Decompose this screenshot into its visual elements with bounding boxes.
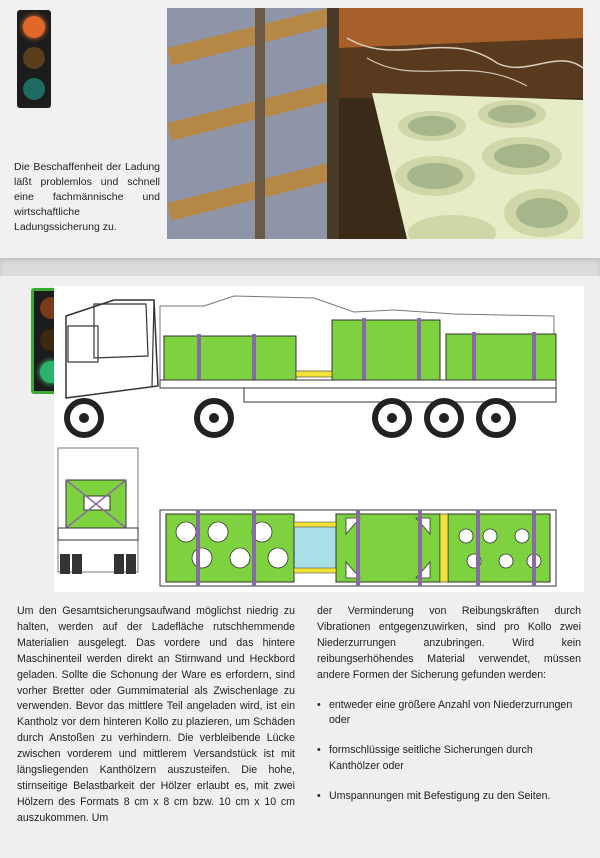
truck-side-view (66, 296, 556, 435)
truck-rear-view (58, 448, 138, 574)
body-text-right (317, 604, 581, 805)
bullet-item: • formschlüssige seitliche Sicherungen durch Kanthölzer oder (317, 743, 581, 775)
loading-diagram (54, 286, 584, 592)
bullet-list (317, 698, 581, 806)
truck-top-view (160, 510, 556, 586)
photo-caption: Die Beschaffenheit der Ladung läßt problemlos und schnell eine fachmännische und wirtschaftliche Ladungssicherung zu. (14, 161, 160, 233)
body-text-left: Um den Gesamtsicherungsaufwand möglichst niedrig zu halten, werden auf der Ladefläche rutschhemmende Materialien ausgelegt. Das vordere und das hintere Maschinenteil werden direkt an Stirnwand und Heckbord geladen. Sollte die Schonung der Ware es erfordern, sind vorher Bretter oder Gummimaterial als Zwischenlage zu verwenden. Bevor das mittlere Teil angeladen wird, ist ein Kantholz vor dem hinteren Kollo zu plazieren, um Schäden durch Anstoßen zu verhindern. Die verbleibende Lücke zwischen vorderem und mittlerem Versandstück ist mit längsliegenden Kanthölzern auszusteifen. Die hohe, stirnseitige Belastbarkeit der Hölzer erlaubt es, mit zwei Hölzern des Formats 8 cm x 8 cm bzw. 10 cm x 10 cm auszukommen. Um (17, 605, 295, 824)
page-tear-divider (0, 258, 600, 276)
body-text-right-intro: der Verminderung von Reibungskräften durch Vibrationen entgegenzuwirken, sind pro Kollo zwei Niederzurrungen anzubringen. Wird kein reibungserhöhendes Material verwendet, müssen andere Formen der Sicherung gefunden werden: (317, 605, 581, 681)
traffic-light-icon (17, 10, 51, 108)
red-lamp (23, 16, 45, 38)
cargo-photo (167, 8, 583, 239)
amber-lamp (23, 47, 45, 69)
green-lamp (23, 78, 45, 100)
bullet-item: • Umspannungen mit Befestigung zu den Seiten. (317, 789, 581, 805)
bullet-item: • entweder eine größere Anzahl von Niederzurrungen oder (317, 698, 581, 730)
